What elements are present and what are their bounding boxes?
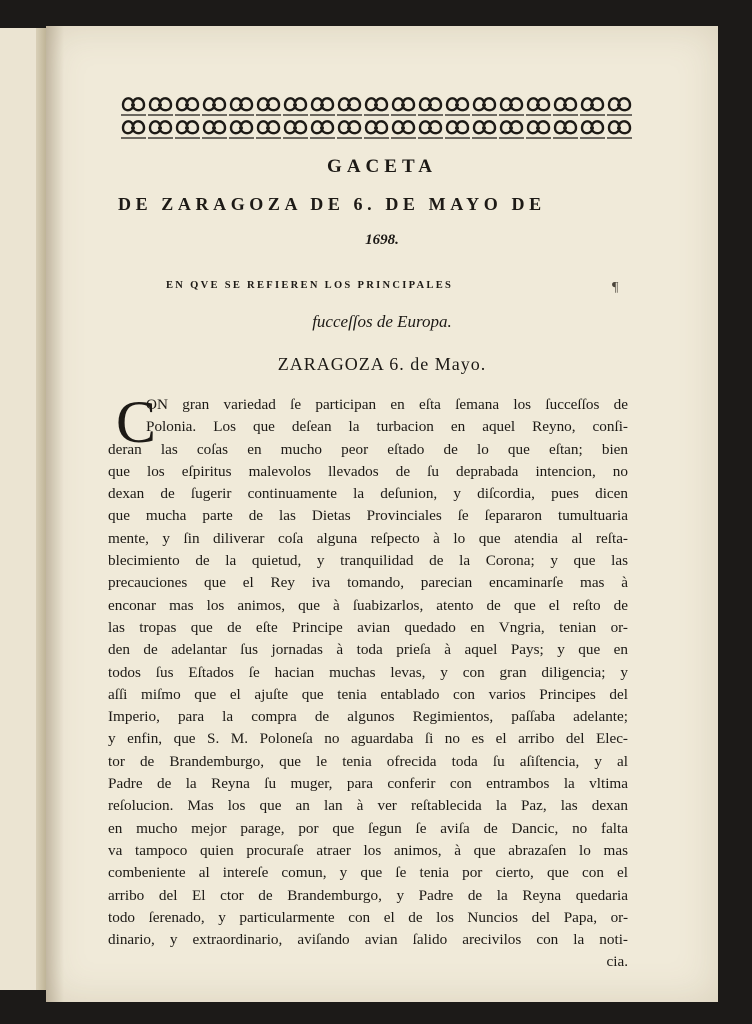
text-line: las tropas que de eſte Principe avian quedado en Vngria, tenian or- <box>108 618 628 636</box>
text-line: ON gran variedad ſe participan en eſta ſemana los ſucceſſos de <box>146 396 628 413</box>
text-line: combeniente al intereſe comun, y que ſe tenia por cierto, que con el <box>108 864 628 882</box>
text-line: Padre de la Reyna ſu muger, para conferir con entrambos la vltima <box>108 775 628 793</box>
text-line: va tampoco quien procuraſe atraer los animos, à que abrazaſen lo mas <box>108 841 628 859</box>
text-line: dinario, y extraordinario, aviſando avian ſalido arecivilos con la noti- <box>108 931 628 949</box>
page-fold-shadow <box>46 26 64 1002</box>
gazette-title-date: DE ZARAGOZA DE 6. DE MAYO DE <box>118 194 546 214</box>
gazette-title: GACETA <box>327 156 437 177</box>
text-line: mente, y ſin diliverar coſa alguna reſpecto à lo que atendia al reſta- <box>108 529 628 547</box>
text-line: den de adelantar ſus jornadas à toda prieſa à aquel Pays; y que en <box>108 641 628 659</box>
text-line: enconar mas los animos, que à ſuabizarlos, atento de que el reſto de <box>108 596 628 614</box>
subtitle-heading: EN QVE SE REFIEREN LOS PRINCIPALES <box>166 280 454 291</box>
gazette-year: 1698. <box>365 232 399 248</box>
book-gutter <box>36 28 46 990</box>
dateline: ZARAGOZA 6. de Mayo. <box>277 354 487 374</box>
text-line: aſſi miſmo que el ajuſte que tenia entablado con varios Principes del <box>108 685 628 703</box>
fleuron-ornament-band <box>120 94 632 140</box>
document-page <box>46 26 718 1002</box>
text-line: precauciones que el Rey iva tomando, parecian encaminarſe mas à <box>108 574 628 592</box>
text-line: tor de Brandemburgo, que le tenia ofrecida toda ſu aſiſtencia, y al <box>108 752 628 770</box>
text-line: Imperio, para la compra de algunos Regimientos, paſſaba adelante; <box>108 708 628 726</box>
text-line: arribo del El ctor de Brandemburgo, y Padre de la Reyna quedaria <box>108 886 628 904</box>
text-line: Polonia. Los que deſean la turbacion en aquel Reyno, conſi- <box>146 418 628 436</box>
text-line: todo ſerenado, y particularmente con el de los Nuncios del Papa, or- <box>108 908 628 926</box>
text-line: que los eſpiritus malevolos llevados de ſu deprabada intencion, no <box>108 462 628 480</box>
catchword: cia. <box>606 953 628 971</box>
text-line: en mucho mejor parage, por que ſegun ſe aviſa de Dancic, no falta <box>108 819 628 837</box>
article-body <box>108 389 628 974</box>
text-line: dexan de ſugerir continuamente la deſunion, y diſcordia, pues dicen <box>108 485 628 503</box>
drop-cap: C <box>116 389 157 455</box>
margin-mark: ¶ <box>612 280 619 295</box>
text-line: blecimiento de la quietud, y tranquilidad de la Corona; y que las <box>108 552 628 570</box>
text-line: reſolucion. Mas los que an lan à ver reſtablecida la Paz, las dexan <box>108 797 628 815</box>
subtitle-continuation: fucceſſos de Europa. <box>312 312 452 331</box>
text-line: que mucha parte de las Dietas Provinciales ſe ſepararon tumultuaria <box>108 507 628 525</box>
text-line: y enfin, que S. M. Poloneſa no aguardaba ſi no es el arribo del Elec- <box>108 730 628 748</box>
text-line: deran las coſas en mucho peor eſtado de lo que eſtan; bien <box>108 440 628 458</box>
text-line: todos ſus Eſtados ſe hacian muchas levas, y con gran diligencia; y <box>108 663 628 681</box>
